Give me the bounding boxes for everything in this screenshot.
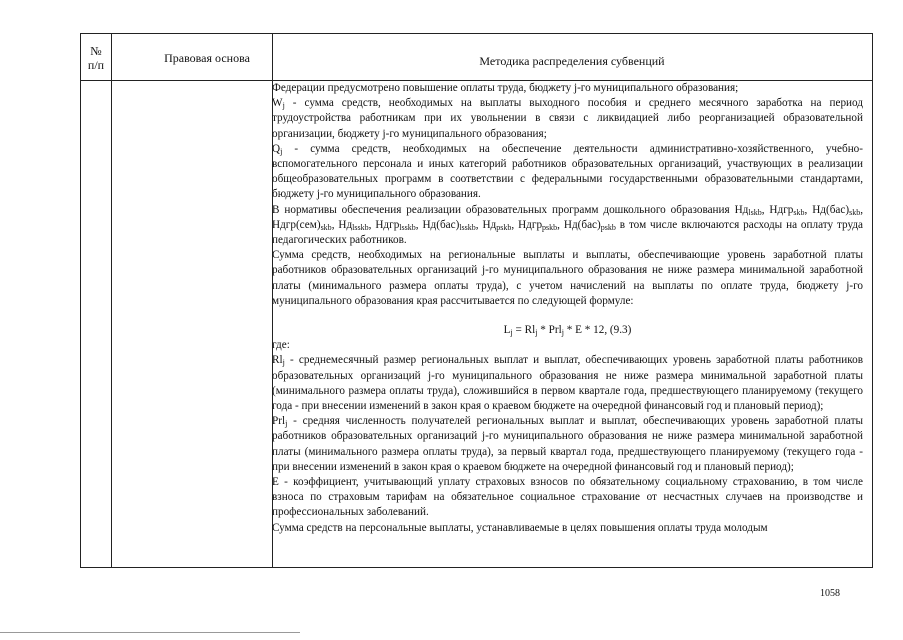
paragraph: В нормативы обеспечения реализации образовательных программ дошкольного образования $Нд_{lskb}$, Ндгр$_{skb}$, $Нд(бас)_{skb}$, $Ндгр(сем)_{skb}$, $Нд_{lsskb}$, Ндгр$_{lsskb}$, $Нд(бас)_{lsskb}$, $Нд_{pskb}$, Ндгр$_{pskb}$, $Нд(бас)_{pskb}$ в том числе включаются расходы на оплату труда педагогических работников. xyxy=(272,203,864,247)
paragraph: $W_j$ - сумма средств, необходимых на выплаты выходного пособия и среднего месячного заработка на период трудоустройства работникам при их увольнении в связи с ликвидацией либо реорганизацией образовательной организации, бюджету j-го муниципального образования; xyxy=(272,97,863,140)
paragraph: Федерации предусмотрено повышение оплаты труда, бюджету j-го муниципального образования; xyxy=(272,82,739,94)
paragraph: $Q_j$ - сумма средств, необходимых на обеспечение деятельности административно-хозяйственного, учебно-вспомогательного персонала и иных категорий работников образовательных организаций, участвующих в реализации общеобразовательных программ в соответствии с федеральными государственными образовательными стандартами, бюджету j-го муниципального образования. xyxy=(272,142,863,201)
page-number: 1058 xyxy=(820,588,840,599)
paragraph: $Rl_j$ - среднемесячный размер региональных выплат и выплат, обеспечивающих уровень заработной платы работников образовательных организаций j-го муниципального образования не ниже размера минимальной заработной платы (минимального размера оплаты труда), сложившийся в первом квартале года, предшествующего планируемому (текущего года - при внесении изменений в закон края о краевом бюджете на очередной финансовый год и плановый период); xyxy=(272,354,863,413)
header-legal-basis: Правовая основа xyxy=(164,51,250,65)
paragraph: Сумма средств, необходимых на региональные выплаты и выплаты, обеспечивающие уровень заработной платы работников образовательных организаций j-го муниципального образования не ниже размера минимальной заработной платы (минимального размера оплаты труда), с учетом начислений на выплаты по оплате труда, бюджету j-го муниципального образования края рассчитывается по следующей формуле: xyxy=(272,249,863,307)
methodology-text xyxy=(272,81,863,536)
column-divider xyxy=(111,34,112,567)
paragraph: E - коэффициент, учитывающий уплату страховых взносов по обязательному социальному страхованию, в том числе взноса по страховым тарифам на обязательное социальное страхование от несчастных случаев на производстве и профессиональных заболеваний. xyxy=(272,476,863,519)
header-number: № п/п xyxy=(87,44,105,72)
scan-artifact-line xyxy=(0,632,300,633)
where-label: где: xyxy=(272,339,290,352)
paragraph: Сумма средств на персональные выплаты, устанавливаемые в целях повышения оплаты труда молодым xyxy=(272,521,768,534)
header-methodology: Методика распределения субвенций xyxy=(479,54,665,68)
paragraph: Prl$_j$ - средняя численность получателей региональных выплат и выплат, обеспечивающих уровень заработной платы работников образовательных организаций j-го муниципального образования не ниже размера минимальной заработной платы (минимального размера оплаты труда), за первый квартал года, предшествующего планируемому (текущего года - при внесении изменений в закон края о краевом бюджете на очередной финансовый год и плановый период); xyxy=(272,415,863,473)
formula: $L_j = Rl_j * Prl_j * E * 12$, (9.3) xyxy=(503,324,632,338)
